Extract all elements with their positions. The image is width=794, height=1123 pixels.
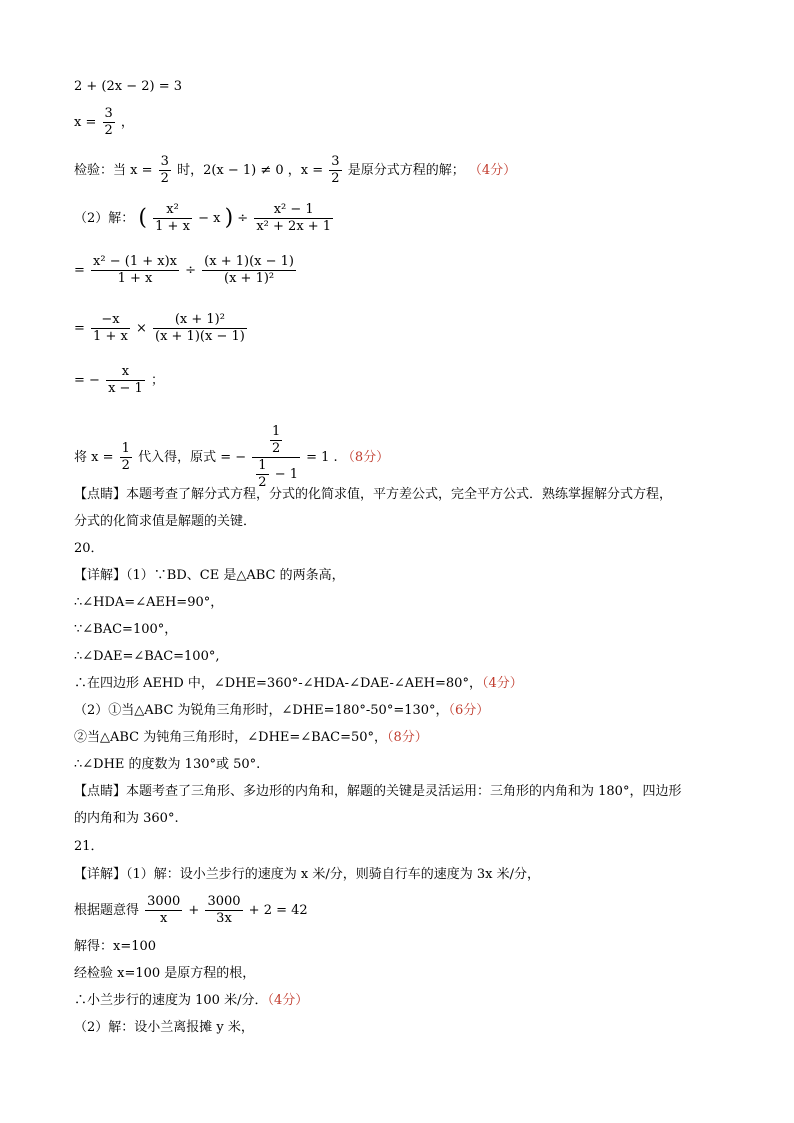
text: + 2 = 42 [248,903,308,918]
text: = 1 . [306,450,338,465]
detail-line [74,729,428,747]
detail-line: 【详解】（1）∵BD、CE 是△ABC 的两条高， [74,568,345,583]
fraction: $\frac{(x + 1)(x - 1)}{\text{(x + 1)²}}$ [204,254,294,286]
text: ∴在四边形 AEHD 中，∠DHE=360°-∠HDA-∠DAE-∠AEH=80°， [74,676,482,691]
comment-line: 的内角和为 360°. [74,811,179,826]
fraction: $\frac{1}{2}$ [121,441,130,473]
text: ； [150,373,164,388]
operator: ÷ [237,211,249,226]
score-badge: （8分） [341,450,390,465]
equation-line [74,894,308,927]
substitution-line [74,424,389,491]
text: ， [120,115,134,130]
score-badge: （8分） [387,730,428,745]
text: 检验：当 x = [74,163,153,178]
text: 代入得，原式 = − [138,450,247,465]
fraction: $\frac{\text{x² − (1 + x)x}}{1 + x}$ [93,254,177,286]
comment-line: 分式的化简求值是解题的关键． [74,514,257,529]
text: x = [74,115,97,130]
complex-fraction: $\frac{1}{2}$ $\frac{1}{2}$ − 1 [252,424,300,491]
detail-line: 【详解】（1）解：设小兰步行的速度为 x 米/分，则骑自行车的速度为 3x 米/分， [74,867,540,882]
score-badge: （4分） [468,163,517,178]
fraction: $\frac{3}{2}$ [160,154,169,186]
text: ∴小兰步行的速度为 100 米/分． [74,993,268,1008]
text: = [74,321,85,336]
text: ②当△ABC 为钝角三角形时，∠DHE=∠BAC=50°， [74,730,388,745]
detail-line: ∵∠BAC=100°， [74,622,178,637]
score-badge: （4分） [267,993,309,1008]
text: （2）①当△ABC 为锐角三角形时，∠DHE=180°-50°=130°， [74,703,449,718]
fraction: $\frac{3000}{3x}$ [207,894,241,926]
detail-line [74,992,308,1010]
text: = − [74,373,100,388]
score-badge: （6分） [448,703,490,718]
fraction: $\frac{-x}{1 + x}$ [93,312,128,344]
text: − x [198,211,221,226]
solution-line [74,106,134,139]
text: 将 x = [74,450,114,465]
text: 是原分式方程的解； [347,163,465,178]
text: 根据题意得 [74,903,140,918]
detail-line: ∴∠DHE 的度数为 130°或 50°. [74,757,261,772]
fraction: $\frac{\text{x² − 1}}{\text{x² + 2x + 1}}$ [256,202,332,234]
operator: + [188,903,200,918]
operator: ÷ [185,263,197,278]
check-line [74,154,516,187]
fraction: $\frac{\text{(x + 1)²}}{(x + 1)(x - 1)}$ [155,312,245,344]
fraction: $\frac{\text{x²}}{1 + x}$ [155,202,190,234]
step-line [74,312,249,345]
detail-line: ∴∠HDA=∠AEH=90°， [74,595,224,610]
detail-line [74,675,523,693]
score-badge: （4分） [481,676,523,691]
equation-line: 2 + (2x − 2) = 3 [74,79,183,94]
question-number: 20． [74,541,104,556]
comment-line: 【点睛】本题考查了三角形、多边形的内角和，解题的关键是灵活运用：三角形的内角和为 180°，四边形 [74,784,682,799]
question-number: 21． [74,839,104,854]
fraction: $\frac{x}{x - 1}$ [108,364,143,396]
paren: ( [138,205,148,231]
detail-line: 经检验 x=100 是原方程的根， [74,966,256,981]
detail-line: ∴∠DAE=∠BAC=100°, [74,649,220,664]
text: = [74,263,85,278]
text: 时，2(x − 1) ≠ 0 ，x = [177,163,324,178]
fraction: $\frac{3}{2}$ [331,154,340,186]
comment-line: 【点睛】本题考查了解分式方程，分式的化简求值，平方差公式，完全平方公式．熟练掌握解分式方程， [74,487,673,502]
text: （2）解： [74,211,135,226]
step-line [74,254,298,287]
operator: × [135,321,147,336]
detail-line [74,702,489,720]
detail-line: 解得：x=100 [74,939,157,954]
fraction: $\frac{3}{2}$ [104,106,113,138]
paren: ) [224,205,234,231]
step-line [74,364,164,397]
detail-line: （2）解：设小兰离报摊 y 米， [74,1020,254,1035]
part2-expression [74,202,335,235]
fraction: $\frac{3000}{x}$ [147,894,181,926]
